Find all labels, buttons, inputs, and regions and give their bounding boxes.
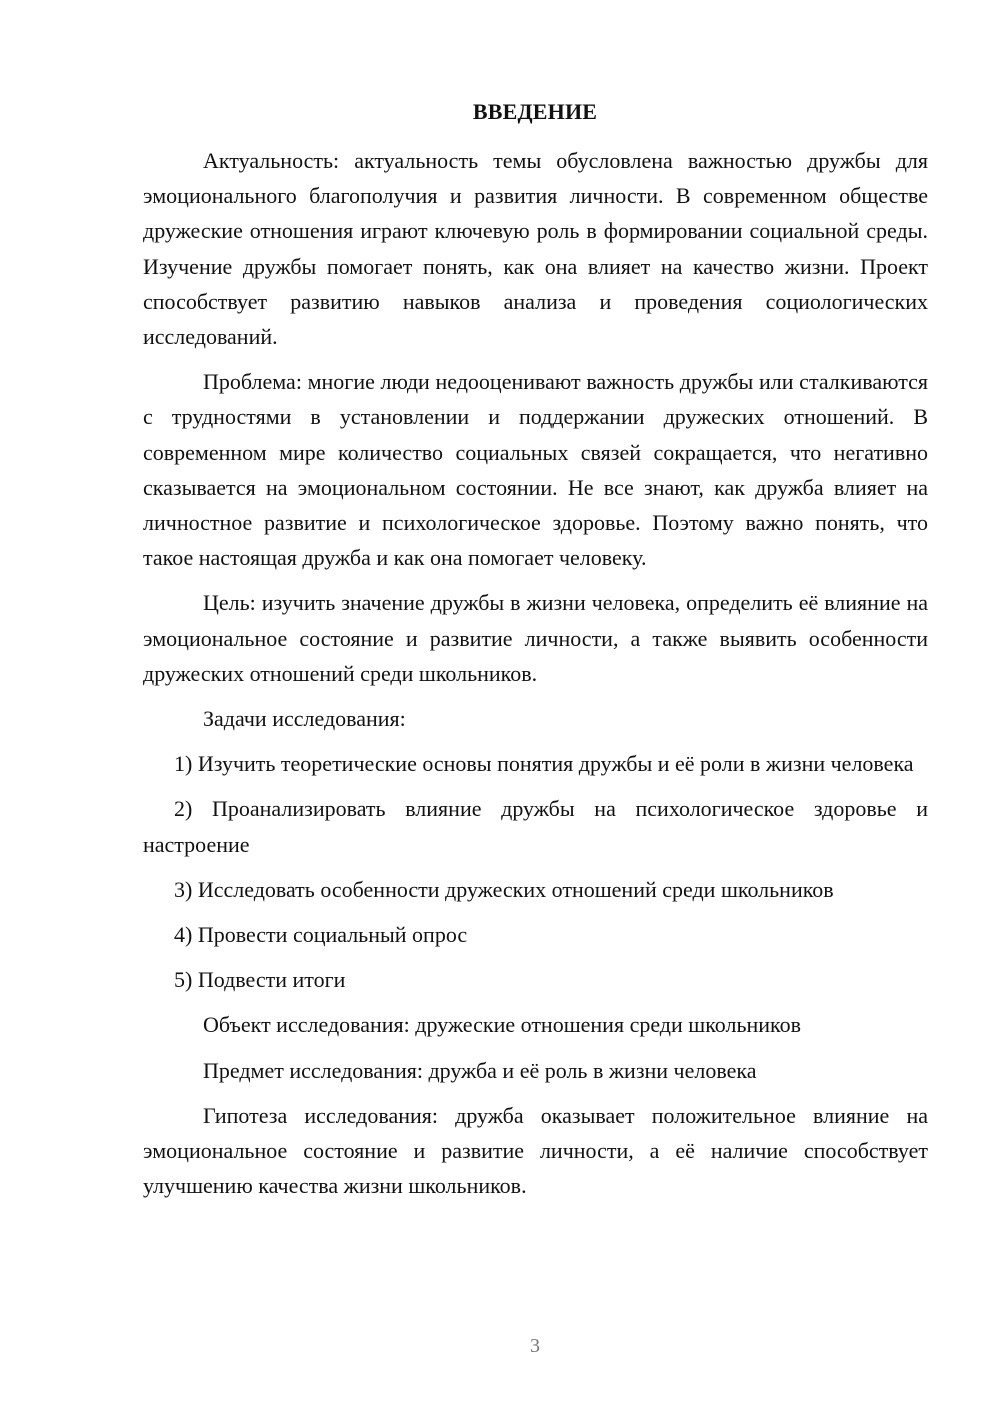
subject-paragraph: Предмет исследования: дружба и её роль в жизни человека xyxy=(203,1057,757,1083)
goal-paragraph: Цель: изучить значение дружбы в жизни человека, определить её влияние на эмоциональное состояние и развитие личности, а также выявить особенности дружеских отношений среди школьников. xyxy=(143,590,928,686)
page-title: ВВЕДЕНИЕ xyxy=(472,99,598,124)
task-item-2: 2) Проанализировать влияние дружбы на психологическое здоровье и настроение xyxy=(143,796,928,857)
tasks-heading: Задачи исследования: xyxy=(203,706,406,732)
hypothesis-paragraph: Гипотеза исследования: дружба оказывает положительное влияние на эмоциональное состояние и развитие личности, а её наличие способствует улучшению качества жизни школьников. xyxy=(143,1102,928,1199)
task-item-1: 1) Изучить теоретические основы понятия дружбы и её роли в жизни человека xyxy=(174,751,914,777)
page-number: 3 xyxy=(530,1335,540,1357)
problem-paragraph: Проблема: многие люди недооценивают важность дружбы или сталкиваются с трудностями в установлении и поддержании дружеских отношений. В современном мире количество социальных связей сокращается, что негативно сказывается на эмоциональном состоянии. Не все знают, как дружба влияет на личностное развитие и психологическое здоровье. Поэтому важно понять, что такое настоящая дружба и как она помогает человеку. xyxy=(143,369,928,571)
task-item-4: 4) Провести социальный опрос xyxy=(174,922,468,948)
object-paragraph: Объект исследования: дружеские отношения среди школьников xyxy=(203,1012,802,1038)
relevance-paragraph: Актуальность: актуальность темы обусловлена важностью дружбы для эмоционального благополучия и развития личности. В современном обществе дружеские отношения играют ключевую роль в формировании социальной среды. Изучение дружбы помогает понять, как она влияет на качество жизни. Проект способствует развитию навыков анализа и проведения социологических исследований. xyxy=(143,148,928,350)
task-item-3: 3) Исследовать особенности дружеских отношений среди школьников xyxy=(174,876,834,902)
task-item-5: 5) Подвести итоги xyxy=(174,967,346,993)
document-body xyxy=(143,143,928,1213)
